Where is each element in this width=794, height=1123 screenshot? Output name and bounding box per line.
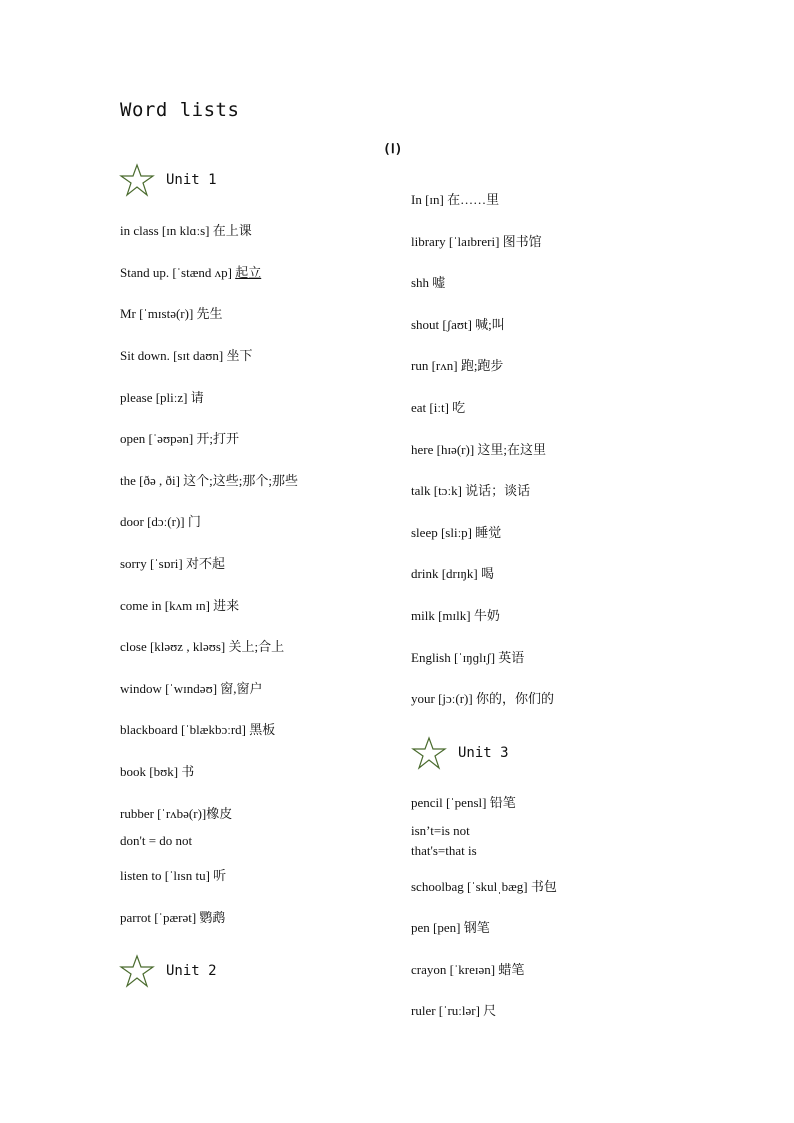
vocab-entry: shh 嘘 [411,275,446,290]
vocab-entry: Sit down. [sɪt daʊn] 坐下 [120,348,253,363]
vocab-entry: English [ˈɪŋɡlɪʃ] 英语 [411,650,525,665]
vocab-entry: milk [mɪlk] 牛奶 [411,608,500,623]
vocab-entry [120,262,261,281]
vocab-entry: pen [pen] 钢笔 [411,920,490,935]
vocab-entry: Mr [ˈmɪstə(r)] 先生 [120,306,223,321]
vocab-entry: talk [tɔːk] 说话；谈话 [411,483,531,498]
vocab-entry: In [ɪn] 在……里 [411,192,500,207]
vocab-entry: blackboard [ˈblækbɔːrd] 黑板 [120,722,276,737]
vocab-entry: close [kləʊz , kləʊs] 关上;合上 [120,639,285,654]
vocab-entry: don't = do not [120,833,193,848]
star-icon [118,162,156,198]
unit-1-label: Unit 1 [166,172,217,188]
vocab-entry: in class [ɪn klɑːs] 在上课 [120,223,252,238]
vocab-entry: sorry [ˈsɒri] 对不起 [120,556,226,571]
vocab-entry: parrot [ˈpærət] 鹦鹉 [120,910,226,925]
vocab-entry: sleep [sliːp] 睡觉 [411,525,502,540]
vocab-entry: door [dɔː(r)] 门 [120,514,201,529]
star-icon [118,953,156,989]
vocab-entry: window [ˈwɪndəʊ] 窗,窗户 [120,681,263,696]
star-icon [410,735,448,771]
vocab-entry: come in [kʌm ɪn] 进来 [120,598,240,613]
vocab-entry-meaning: 起立 [235,265,262,280]
vocab-entry: pencil [ˈpensl] 铅笔 [411,795,516,810]
vocab-entry: the [ðə , ði] 这个;这些;那个;那些 [120,473,299,488]
vocab-entry: schoolbag [ˈskulˌbæg] 书包 [411,879,557,894]
page-title: Word lists [120,99,240,121]
vocab-entry: book [bʊk] 书 [120,764,195,779]
vocab-entry: please [pliːz] 请 [120,390,204,405]
unit-3-label: Unit 3 [458,745,509,761]
vocab-entry: shout [ʃaʊt] 喊;叫 [411,317,505,332]
vocab-entry: listen to [ˈlɪsn tu] 听 [120,868,227,883]
vocab-entry: open [ˈəʊpən] 开;打开 [120,431,240,446]
vocab-entry: here [hɪə(r)] 这里;在这里 [411,442,547,457]
vocab-entry: rubber [ˈrʌbə(r)]橡皮 [120,806,233,821]
vocab-entry: isn’t=is not [411,823,470,838]
vocab-entry: drink [drɪŋk] 喝 [411,566,494,581]
unit-3-heading [410,735,610,775]
vocab-entry: your [jɔː(r)] 你的，你们的 [411,691,554,706]
vocab-entry: crayon [ˈkreɪən] 蜡笔 [411,962,525,977]
vocab-entry: library [ˈlaɪbreri] 图书馆 [411,234,542,249]
vocab-entry: that's=that is [411,843,477,858]
unit-2-label: Unit 2 [166,963,217,979]
vocab-entry: ruler [ˈruːlər] 尺 [411,1003,497,1018]
vocab-entry: run [rʌn] 跑;跑步 [411,358,504,373]
vocab-entry: eat [iːt] 吃 [411,400,466,415]
unit-2-heading [118,953,318,993]
section-marker: (Ⅰ) [383,142,403,157]
vocab-entry-text: Stand up. [ˈstænd ʌp] [120,265,236,280]
unit-1-heading [118,162,318,202]
